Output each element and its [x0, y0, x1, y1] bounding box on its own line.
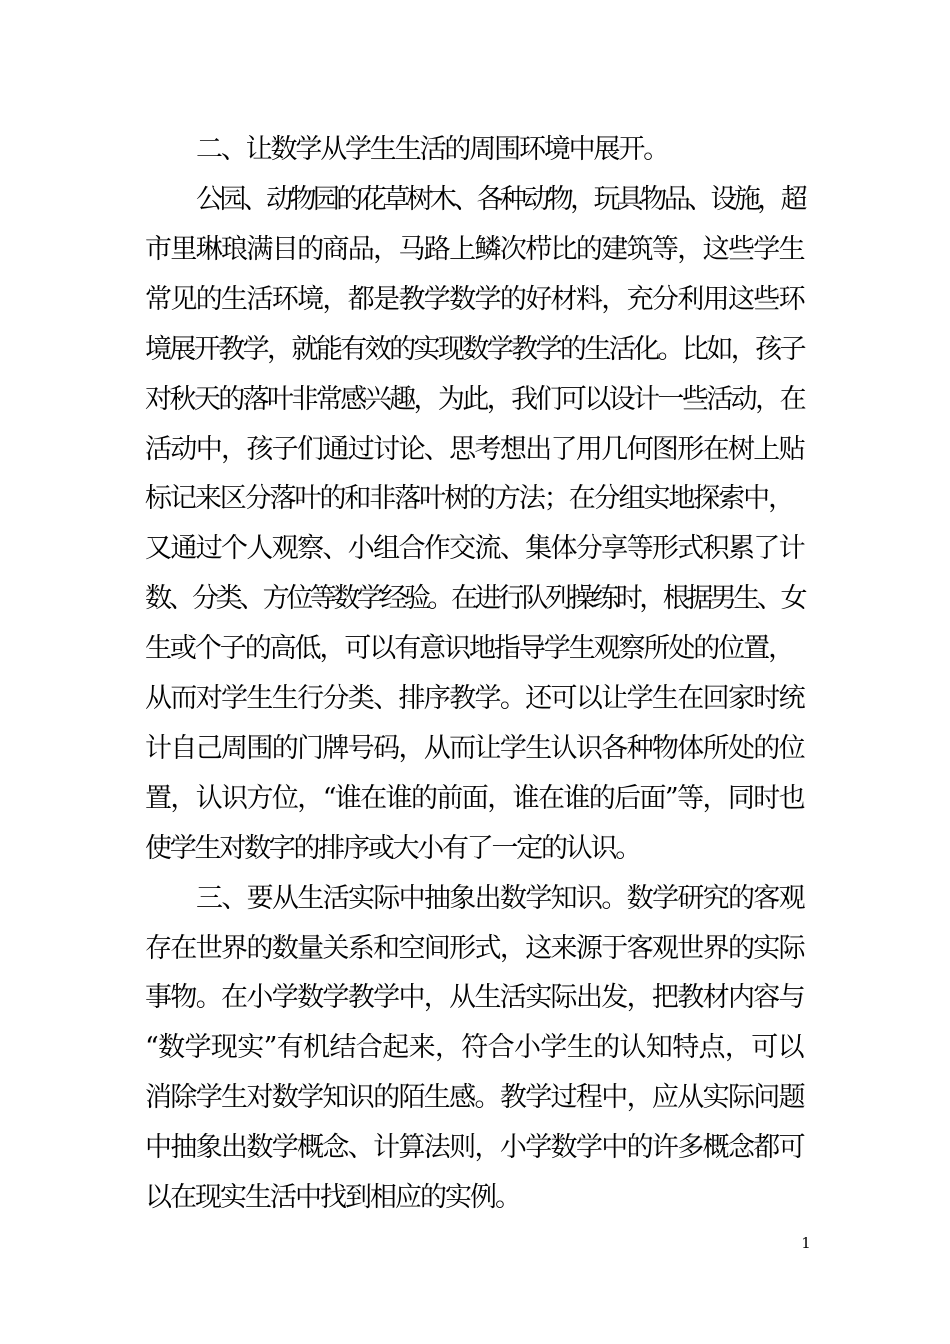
text-line: 消除学生对数学知识的陌生感。教学过程中，应从实际问题 — [145, 1082, 804, 1113]
text-line: 二、让数学从学生生活的周围环境中展开。 — [196, 134, 668, 165]
text-line: 活动中，孩子们通过讨论、思考想出了用几何图形在树上贴 — [145, 434, 804, 465]
text-line: 标记来区分落叶的和非落叶树的方法；在分组实地探索中， — [145, 483, 793, 514]
text-line: 计自己周围的门牌号码，从而让学生认识各种物体所处的位 — [145, 733, 804, 764]
text-line: 中抽象出数学概念、计算法则，小学数学中的许多概念都可 — [145, 1132, 804, 1163]
text-line: “数学现实”有机结合起来，符合小学生的认知特点，可以 — [145, 1032, 804, 1063]
text-line: 事物。在小学数学教学中，从生活实际出发，把教材内容与 — [145, 982, 804, 1013]
text-line: 以在现实生活中找到相应的实例。 — [145, 1182, 520, 1213]
text-line: 常见的生活环境，都是教学数学的好材料，充分利用这些环 — [145, 284, 804, 315]
text-line: 从而对学生生行分类、排序教学。还可以让学生在回家时统 — [145, 683, 804, 714]
text-line: 又通过个人观察、小组合作交流、集体分享等形式积累了计 — [145, 533, 804, 564]
text-line: 置，认识方位，“谁在谁的前面，谁在谁的后面”等，同时也 — [145, 783, 804, 814]
text-line: 公园、动物园的花草树木、各种动物，玩具物品、设施，超 — [196, 184, 804, 215]
text-line: 使学生对数字的排序或大小有了一定的认识。 — [145, 833, 640, 864]
page-number: 1 — [801, 1234, 811, 1252]
text-line: 市里琳琅满目的商品，马路上鳞次栉比的建筑等，这些学生 — [145, 234, 804, 265]
text-line: 对秋天的落叶非常感兴趣，为此，我们可以设计一些活动，在 — [145, 384, 804, 415]
text-line: 生或个子的高低，可以有意识地指导学生观察所处的位置， — [145, 633, 793, 664]
text-line: 存在世界的数量关系和空间形式，这来源于客观世界的实际 — [145, 933, 804, 964]
text-line: 三、要从生活实际中抽象出数学知识。数学研究的客观 — [196, 883, 804, 914]
text-line: 境展开教学，就能有效的实现数学教学的生活化。比如，孩子 — [145, 334, 804, 365]
text-line: 数、分类、方位等数学经验。在进行队列操练时，根据男生、女 — [145, 583, 804, 614]
